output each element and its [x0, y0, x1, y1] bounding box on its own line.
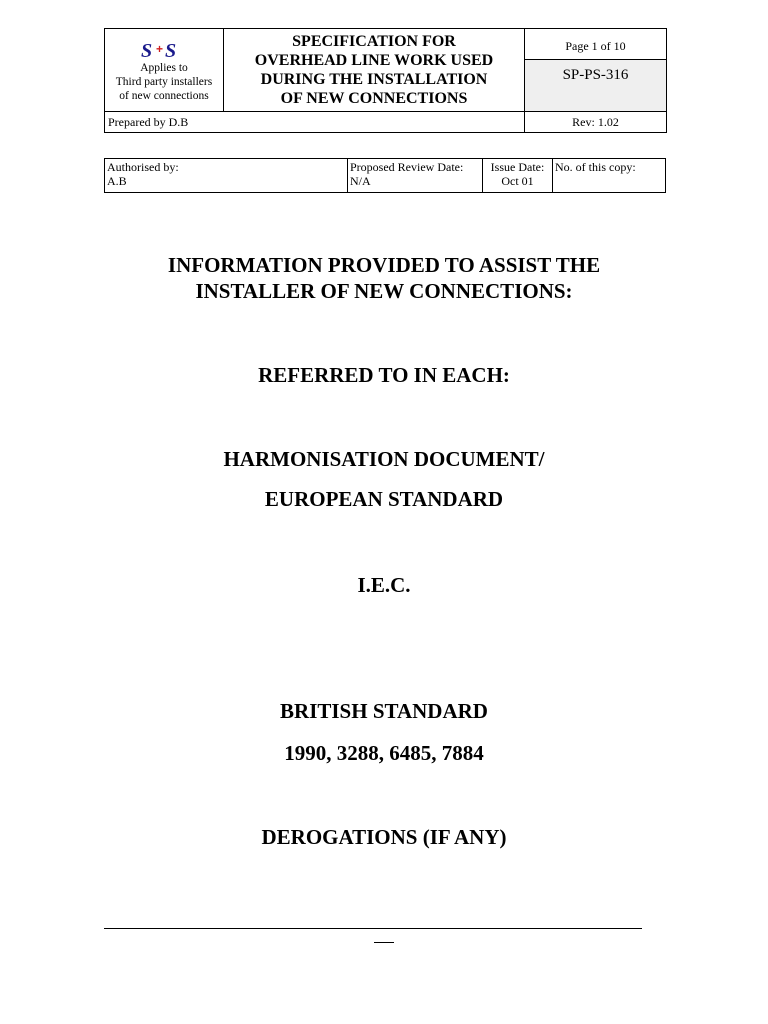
company-logo-icon: [139, 39, 189, 61]
copy-number-cell: [553, 159, 666, 193]
svg-text:S: S: [165, 40, 177, 61]
svg-text:S: S: [141, 40, 153, 61]
applies-line-1: Applies to: [140, 62, 188, 74]
applies-line-3: of new connections: [119, 90, 209, 102]
derogations-heading: DEROGATIONS (IF ANY): [261, 825, 507, 849]
review-date-value: N/A: [350, 174, 371, 188]
document-header-table: [104, 28, 667, 133]
document-meta-cell: [525, 29, 667, 112]
british-standard-heading: BRITISH STANDARD: [280, 699, 488, 723]
logo-cell: [105, 29, 224, 112]
svg-text:+: +: [156, 42, 164, 56]
review-date-cell: [348, 159, 483, 193]
european-standard-heading: EUROPEAN STANDARD: [264, 487, 504, 511]
harmonisation-heading: HARMONISATION DOCUMENT/: [223, 447, 545, 471]
footer-divider: [104, 928, 642, 929]
copy-number-label: No. of this copy:: [555, 160, 636, 174]
review-date-label: Proposed Review Date:: [350, 160, 464, 174]
title-line-4: OF NEW CONNECTIONS: [280, 90, 468, 107]
page-number: Page 1 of 10: [525, 29, 666, 60]
applies-line-2: Third party installers: [115, 76, 213, 88]
main-heading-line-1: INFORMATION PROVIDED TO ASSIST THE: [167, 253, 601, 277]
issue-date-value: Oct 01: [501, 174, 534, 188]
authorised-by-label: Authorised by:: [107, 160, 179, 174]
prepared-by: Prepared by D.B: [105, 112, 525, 133]
referred-heading: REFERRED TO IN EACH:: [258, 363, 510, 387]
title-line-2: OVERHEAD LINE WORK USED: [254, 52, 494, 69]
authorisation-table: [104, 158, 666, 193]
iec-heading: I.E.C.: [357, 573, 411, 597]
title-line-3: DURING THE INSTALLATION: [260, 71, 488, 88]
main-heading: [0, 252, 768, 304]
revision: Rev: 1.02: [525, 112, 667, 133]
authorised-by-value: A.B: [107, 174, 127, 188]
document-title: [224, 29, 525, 112]
footer-dash: [374, 942, 394, 943]
title-line-1: SPECIFICATION FOR: [292, 33, 456, 50]
document-number: SP-PS-316: [525, 60, 666, 111]
issue-date-cell: [483, 159, 553, 193]
main-heading-line-2: INSTALLER OF NEW CONNECTIONS:: [195, 279, 573, 303]
authorised-by-cell: [105, 159, 348, 193]
british-standard-numbers: 1990, 3288, 6485, 7884: [284, 741, 484, 765]
issue-date-label: Issue Date:: [490, 160, 545, 174]
